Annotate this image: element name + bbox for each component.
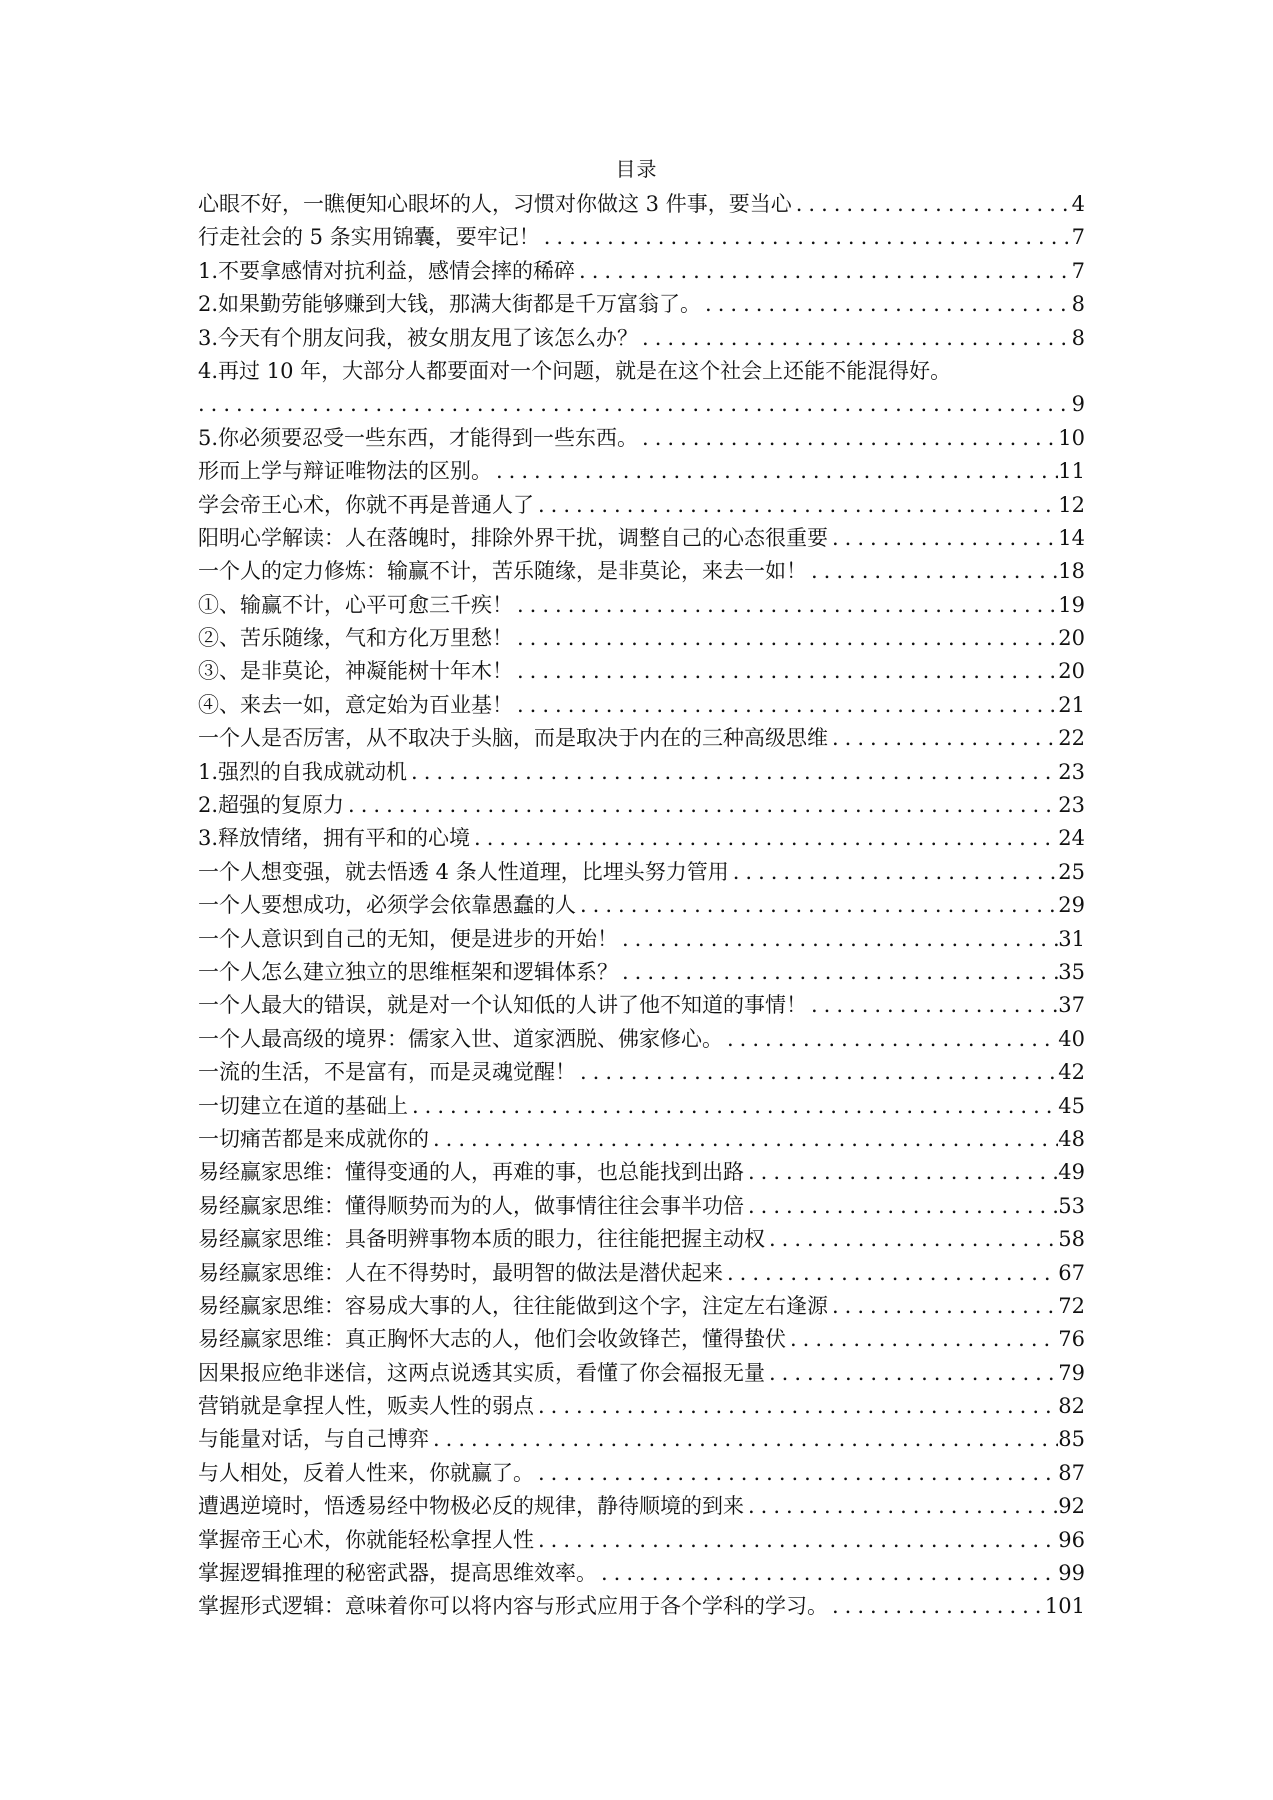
toc-list [198, 188, 1085, 1624]
toc-entry-title: 学会帝王心术，你就不再是普通人了 [198, 492, 534, 517]
toc-page-number: 58 [1058, 1227, 1085, 1252]
toc-leader-dots [429, 1123, 1058, 1156]
toc-leader-dots [597, 1557, 1058, 1590]
toc-leader-dots [513, 589, 1058, 622]
toc-leader-dots [723, 1257, 1058, 1290]
toc-leader-dots [744, 1156, 1058, 1189]
toc-entry-title: 心眼不好，一瞧便知心眼坏的人，习惯对你做这 3 件事，要当心 [198, 192, 792, 216]
toc-page-number: 7 [1071, 258, 1085, 283]
toc-entry-title: 一个人意识到自己的无知，便是进步的开始！ [198, 926, 618, 951]
toc-page-number: 9 [1071, 392, 1085, 417]
toc-leader-dots [807, 989, 1058, 1022]
toc-entry-title: 易经赢家思维：人在不得势时，最明智的做法是潜伏起来 [198, 1260, 723, 1285]
toc-entry[interactable] [198, 889, 1085, 922]
toc-entry[interactable] [198, 1056, 1085, 1089]
toc-page-number: 87 [1058, 1460, 1085, 1485]
toc-page-number: 40 [1058, 1026, 1085, 1051]
toc-entry[interactable] [198, 1090, 1085, 1123]
toc-entry[interactable] [198, 655, 1085, 688]
toc-page-number: 23 [1058, 759, 1085, 784]
toc-entry[interactable] [198, 689, 1085, 722]
toc-leader-dots [618, 923, 1058, 956]
toc-entry[interactable] [198, 589, 1085, 622]
toc-leader-dots [408, 1090, 1058, 1123]
toc-page-number: 82 [1058, 1394, 1085, 1419]
toc-entry-title: 2.超强的复原力 [198, 793, 345, 818]
toc-leader-dots [744, 1490, 1058, 1523]
toc-entry[interactable] [198, 489, 1085, 522]
toc-page-number: 101 [1044, 1594, 1085, 1619]
toc-page-number: 11 [1058, 459, 1085, 484]
toc-entry-title: 一个人想变强，就去悟透 4 条人性道理，比埋头努力管用 [198, 859, 729, 884]
toc-page-number: 23 [1058, 793, 1085, 818]
toc-entry-title: ③、是非莫论，神凝能树十年木！ [198, 659, 513, 684]
toc-entry-title: 一流的生活，不是富有，而是灵魂觉醒！ [198, 1060, 576, 1085]
toc-leader-dots [744, 1190, 1058, 1223]
toc-leader-dots [534, 1457, 1058, 1490]
toc-leader-dots [638, 322, 1072, 355]
toc-entry-title: 2.如果勤劳能够赚到大钱，那满大街都是千万富翁了。 [198, 292, 702, 317]
toc-page-number: 10 [1058, 425, 1085, 450]
toc-entry[interactable] [198, 288, 1085, 321]
toc-entry-title: 一切痛苦都是来成就你的 [198, 1126, 429, 1151]
toc-leader-dots [513, 622, 1058, 655]
toc-leader-dots [492, 455, 1058, 488]
toc-page-number: 96 [1058, 1527, 1085, 1552]
toc-leader-dots [344, 789, 1058, 822]
toc-entry[interactable] [198, 1290, 1085, 1323]
toc-leader-dots [765, 1357, 1058, 1390]
toc-leader-dots [470, 822, 1058, 855]
toc-entry[interactable] [198, 989, 1085, 1022]
toc-page-number: 49 [1058, 1160, 1085, 1185]
toc-page-number: 8 [1071, 325, 1085, 350]
toc-page-number: 67 [1058, 1260, 1085, 1285]
toc-entry-title: 掌握形式逻辑：意味着你可以将内容与形式应用于各个学科的学习。 [198, 1594, 828, 1619]
toc-leader-dots [723, 1023, 1058, 1056]
toc-leader-dots [765, 1223, 1058, 1256]
toc-page-number: 45 [1058, 1093, 1085, 1118]
toc-page-number: 18 [1058, 559, 1085, 584]
toc-page-number: 37 [1058, 993, 1085, 1018]
toc-entry-title: 遭遇逆境时，悟透易经中物极必反的规律，静待顺境的到来 [198, 1494, 744, 1519]
toc-entry-title: 一个人怎么建立独立的思维框架和逻辑体系？ [198, 960, 618, 984]
toc-page-number: 19 [1058, 592, 1085, 617]
toc-leader-dots [618, 956, 1058, 989]
toc-entry-title: 一个人是否厉害，从不取决于头脑，而是取决于内在的三种高级思维 [198, 726, 828, 751]
toc-page-number: 92 [1058, 1494, 1085, 1519]
toc-page-number: 7 [1071, 225, 1085, 250]
toc-page-number: 24 [1058, 826, 1085, 851]
toc-page-number: 20 [1058, 626, 1085, 651]
toc-leader-dots [828, 722, 1058, 755]
toc-page-number: 21 [1058, 692, 1085, 717]
toc-leader-dots [828, 1290, 1058, 1323]
toc-page-number: 53 [1058, 1193, 1085, 1218]
toc-entry[interactable] [198, 1323, 1085, 1356]
toc-entry[interactable] [198, 856, 1085, 889]
toc-leader-dots [198, 388, 1072, 421]
toc-entry[interactable] [198, 355, 1085, 422]
toc-entry[interactable] [198, 1423, 1085, 1456]
toc-leader-dots [786, 1323, 1058, 1356]
toc-entry-title: 掌握帝王心术，你就能轻松拿捏人性 [198, 1527, 534, 1552]
toc-leader-dots [575, 255, 1072, 288]
toc-entry[interactable] [198, 722, 1085, 755]
toc-entry-title: 易经赢家思维：懂得变通的人，再难的事，也总能找到出路 [198, 1160, 744, 1185]
toc-leader-dots [576, 889, 1058, 922]
toc-leader-dots [407, 756, 1058, 789]
toc-leader-dots [576, 1056, 1058, 1089]
toc-entry-title: 1.不要拿感情对抗利益，感情会摔的稀碎 [198, 258, 576, 283]
toc-leader-dots [807, 555, 1058, 588]
toc-entry-title: 一个人的定力修炼：输赢不计，苦乐随缘，是非莫论，来去一如！ [198, 559, 807, 584]
toc-entry[interactable] [198, 1357, 1085, 1390]
toc-entry[interactable] [198, 1123, 1085, 1156]
toc-leader-dots [828, 1590, 1045, 1623]
toc-page-number: 72 [1058, 1293, 1085, 1318]
toc-entry-title: 易经赢家思维：具备明辨事物本质的眼力，往往能把握主动权 [198, 1227, 765, 1252]
toc-entry-title: 行走社会的 5 条实用锦囊，要牢记！ [198, 225, 540, 250]
toc-entry-title: 1.强烈的自我成就动机 [198, 759, 408, 784]
toc-leader-dots [792, 188, 1072, 221]
toc-leader-dots [828, 522, 1058, 555]
toc-entry[interactable] [198, 789, 1085, 822]
toc-entry[interactable] [198, 322, 1085, 355]
toc-entry[interactable] [198, 1524, 1085, 1557]
toc-entry[interactable] [198, 822, 1085, 855]
toc-entry[interactable] [198, 1257, 1085, 1290]
toc-leader-dots [513, 689, 1058, 722]
toc-entry[interactable] [198, 1590, 1085, 1623]
toc-page-number: 22 [1058, 726, 1085, 751]
toc-entry[interactable] [198, 1190, 1085, 1223]
toc-entry[interactable] [198, 1223, 1085, 1256]
toc-entry[interactable] [198, 221, 1085, 254]
toc-entry-title: 营销就是拿捏人性，贩卖人性的弱点 [198, 1394, 534, 1419]
toc-entry[interactable] [198, 1457, 1085, 1490]
toc-entry-title: 阳明心学解读：人在落魄时，排除外界干扰，调整自己的心态很重要 [198, 525, 828, 550]
toc-page-number: 29 [1058, 893, 1085, 918]
toc-page-number: 12 [1058, 492, 1085, 517]
toc-page-number: 99 [1058, 1561, 1085, 1586]
toc-entry-title: 4.再过 10 年，大部分人都要面对一个问题，就是在这个社会上还能不能混得好。 [198, 358, 952, 383]
toc-leader-dots [540, 221, 1072, 254]
toc-entry-title: 一切建立在道的基础上 [198, 1093, 408, 1118]
toc-entry-title: ④、来去一如，意定始为百业基！ [198, 692, 513, 717]
toc-entry[interactable] [198, 422, 1085, 455]
toc-leader-dots [638, 422, 1058, 455]
toc-entry[interactable] [198, 455, 1085, 488]
toc-page-number: 14 [1058, 525, 1085, 550]
toc-leader-dots [729, 856, 1059, 889]
toc-entry[interactable] [198, 188, 1085, 221]
toc-entry[interactable] [198, 923, 1085, 956]
toc-page-number: 42 [1058, 1060, 1085, 1085]
toc-entry-title: 易经赢家思维：容易成大事的人，往往能做到这个字，注定左右逢源 [198, 1293, 828, 1318]
toc-entry[interactable] [198, 522, 1085, 555]
toc-entry-title: 5.你必须要忍受一些东西，才能得到一些东西。 [198, 425, 639, 450]
toc-entry[interactable] [198, 956, 1085, 989]
toc-entry[interactable] [198, 1390, 1085, 1423]
toc-entry[interactable] [198, 1156, 1085, 1189]
toc-entry-title: ②、苦乐随缘，气和方化万里愁！ [198, 626, 513, 651]
toc-entry-title: 一个人要想成功，必须学会依靠愚蠢的人 [198, 893, 576, 918]
toc-entry-title: 3.释放情绪，拥有平和的心境 [198, 826, 471, 851]
toc-page-number: 48 [1058, 1126, 1085, 1151]
toc-page-number: 76 [1058, 1327, 1085, 1352]
toc-page-number: 4 [1071, 192, 1085, 216]
toc-entry[interactable] [198, 622, 1085, 655]
toc-entry-title: 一个人最大的错误，就是对一个认知低的人讲了他不知道的事情！ [198, 993, 807, 1018]
toc-entry[interactable] [198, 255, 1085, 288]
toc-leader-dots [534, 489, 1058, 522]
toc-entry-title: 因果报应绝非迷信，这两点说透其实质，看懂了你会福报无量 [198, 1360, 765, 1385]
toc-entry[interactable] [198, 756, 1085, 789]
toc-entry[interactable] [198, 555, 1085, 588]
toc-leader-dots [534, 1390, 1058, 1423]
toc-leader-dots [513, 655, 1058, 688]
toc-entry[interactable] [198, 1490, 1085, 1523]
toc-page-number: 35 [1058, 960, 1085, 984]
toc-page-number: 31 [1058, 926, 1085, 951]
toc-entry-title: 易经赢家思维：真正胸怀大志的人，他们会收敛锋芒，懂得蛰伏 [198, 1327, 786, 1352]
toc-entry-title: 一个人最高级的境界：儒家入世、道家洒脱、佛家修心。 [198, 1026, 723, 1051]
toc-title: 目录 [615, 157, 658, 181]
toc-page-number: 25 [1058, 859, 1085, 884]
toc-entry-title: 3.今天有个朋友问我，被女朋友甩了该怎么办？ [198, 325, 639, 350]
toc-entry[interactable] [198, 1557, 1085, 1590]
toc-entry-title: ①、输赢不计，心平可愈三千疾！ [198, 592, 513, 617]
toc-page-number: 85 [1058, 1427, 1085, 1452]
toc-page-number: 79 [1058, 1360, 1085, 1385]
toc-leader-dots [429, 1423, 1058, 1456]
toc-entry-title: 与能量对话，与自己博弈 [198, 1427, 429, 1452]
toc-page-number: 8 [1071, 292, 1085, 317]
toc-entry-title: 形而上学与辩证唯物法的区别。 [198, 459, 492, 484]
toc-entry[interactable] [198, 1023, 1085, 1056]
toc-page-number: 20 [1058, 659, 1085, 684]
toc-leader-dots [534, 1524, 1058, 1557]
toc-entry-title: 掌握逻辑推理的秘密武器，提高思维效率。 [198, 1561, 597, 1586]
toc-leader-dots [701, 288, 1072, 321]
toc-entry-title: 易经赢家思维：懂得顺势而为的人，做事情往往会事半功倍 [198, 1193, 744, 1218]
toc-entry-title: 与人相处，反着人性来，你就赢了。 [198, 1460, 534, 1485]
